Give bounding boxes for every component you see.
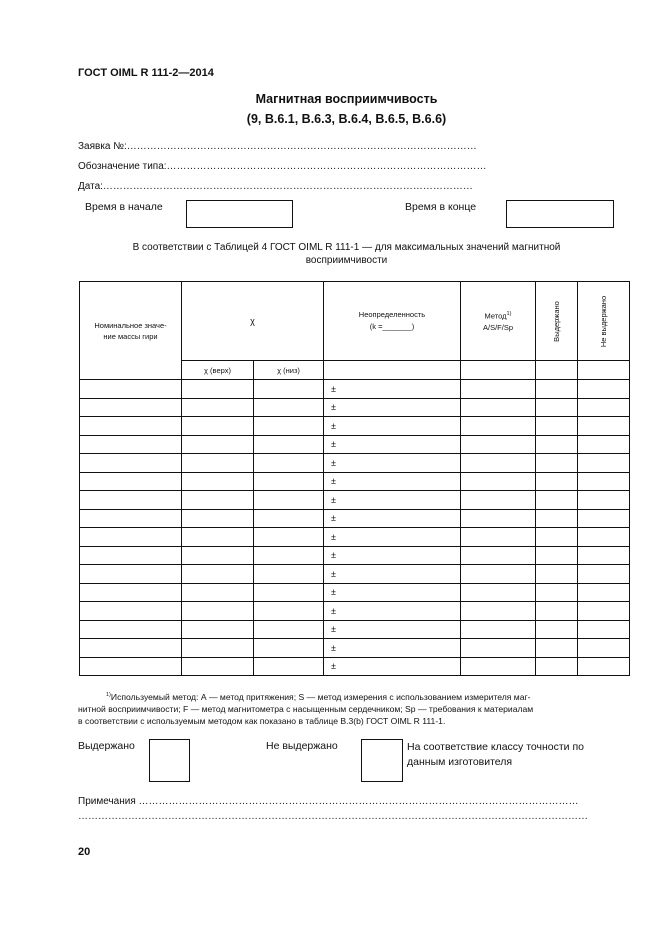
nominal-cell[interactable] — [80, 546, 182, 565]
chi-lower-cell[interactable] — [254, 565, 324, 584]
method-cell[interactable] — [461, 602, 536, 621]
method-codes: A/S/F/Sp — [482, 323, 513, 333]
nominal-cell[interactable] — [80, 509, 182, 528]
date-field[interactable]: Дата:………………………………………………………………………………………………… — [78, 181, 473, 192]
table-row — [80, 528, 630, 547]
uncertainty-cell[interactable]: ± — [324, 417, 461, 436]
table-row — [80, 583, 630, 602]
nominal-cell[interactable] — [80, 583, 182, 602]
nominal-cell[interactable] — [80, 417, 182, 436]
failed-cell[interactable] — [577, 546, 629, 565]
table-row — [80, 565, 630, 584]
chi-lower-cell[interactable] — [254, 528, 324, 547]
uncertainty-cell[interactable]: ± — [324, 454, 461, 473]
chi-lower-cell[interactable] — [254, 583, 324, 602]
passed-cell[interactable] — [536, 435, 578, 454]
failed-checkbox[interactable] — [361, 739, 403, 782]
chi-lower-cell[interactable] — [254, 380, 324, 399]
method-footnote-marker: 1) — [506, 310, 512, 317]
start-time-label: Время в начале — [85, 201, 163, 213]
chi-lower-cell[interactable] — [254, 454, 324, 473]
document-header: ГОСТ OIML R 111-2—2014 — [78, 67, 214, 79]
method-cell[interactable] — [461, 583, 536, 602]
method-cell[interactable] — [461, 620, 536, 639]
uncertainty-cell[interactable]: ± — [324, 639, 461, 658]
remarks-field[interactable]: Примечания …………………………………………………………………………………………………………………… — [78, 796, 579, 807]
chi-upper-cell[interactable] — [182, 583, 254, 602]
chi-upper-cell[interactable] — [182, 639, 254, 658]
uncertainty-cell[interactable]: ± — [324, 435, 461, 454]
chi-lower-cell[interactable] — [254, 657, 324, 676]
method-cell[interactable] — [461, 491, 536, 510]
uncertainty-cell[interactable]: ± — [324, 546, 461, 565]
passed-header-label: Выдержано — [551, 300, 561, 342]
uncertainty-cell[interactable]: ± — [324, 472, 461, 491]
passed-checkbox[interactable] — [149, 739, 190, 782]
passed-cell[interactable] — [536, 565, 578, 584]
form-title: Магнитная восприимчивость — [255, 92, 438, 106]
nominal-mass-header-line1: Номинальное значе- — [94, 320, 167, 330]
table-row — [80, 417, 630, 436]
passed-cell[interactable] — [536, 546, 578, 565]
passed-cell[interactable] — [536, 491, 578, 510]
chi-upper-cell[interactable] — [182, 380, 254, 399]
failed-cell[interactable] — [577, 491, 629, 510]
table-row — [80, 472, 630, 491]
footnote-line3: в соответствии с используемым методом как показано в таблице B.3(b) ГОСТ OIML R 111-1. — [78, 715, 446, 726]
failed-cell[interactable] — [577, 398, 629, 417]
method-cell[interactable] — [461, 417, 536, 436]
table-row — [80, 380, 630, 399]
failed-cell[interactable] — [577, 528, 629, 547]
uncertainty-cell[interactable]: ± — [324, 380, 461, 399]
uncertainty-cell[interactable]: ± — [324, 657, 461, 676]
nominal-cell[interactable] — [80, 565, 182, 584]
failed-cell[interactable] — [577, 472, 629, 491]
end-time-box[interactable] — [506, 200, 614, 228]
failed-header — [577, 282, 629, 361]
method-cell[interactable] — [461, 565, 536, 584]
method-cell[interactable] — [461, 435, 536, 454]
uncertainty-cell[interactable]: ± — [324, 583, 461, 602]
uncertainty-header — [324, 282, 461, 361]
failed-cell[interactable] — [577, 657, 629, 676]
application-field[interactable]: Заявка №:…………………………………………………………………………………………… — [78, 141, 477, 152]
chi-upper-cell[interactable] — [182, 398, 254, 417]
table-row — [80, 546, 630, 565]
nominal-mass-header — [80, 282, 182, 380]
nominal-cell[interactable] — [80, 472, 182, 491]
chi-lower-cell[interactable] — [254, 398, 324, 417]
table-row — [80, 620, 630, 639]
method-header — [461, 282, 536, 361]
table-row — [80, 602, 630, 621]
chi-lower-cell[interactable] — [254, 620, 324, 639]
chi-lower-cell[interactable] — [254, 491, 324, 510]
chi-lower-cell[interactable] — [254, 509, 324, 528]
passed-cell[interactable] — [536, 639, 578, 658]
failed-cell[interactable] — [577, 435, 629, 454]
table-row — [80, 509, 630, 528]
method-cell[interactable] — [461, 509, 536, 528]
table-row — [80, 435, 630, 454]
start-time-box[interactable] — [186, 200, 293, 228]
chi-lower-cell[interactable] — [254, 639, 324, 658]
failed-label: Не выдержано — [266, 740, 338, 752]
table-row — [80, 398, 630, 417]
passed-cell[interactable] — [536, 454, 578, 473]
method-cell[interactable] — [461, 639, 536, 658]
method-cell[interactable] — [461, 657, 536, 676]
page-number: 20 — [78, 846, 91, 858]
chi-upper-cell[interactable] — [182, 491, 254, 510]
chi-upper-cell[interactable] — [182, 472, 254, 491]
uncertainty-subheader — [324, 361, 461, 380]
failed-cell[interactable] — [577, 417, 629, 436]
uncertainty-k-label: (k =_______) — [369, 322, 415, 331]
nominal-mass-header-line2: ние массы гири — [103, 331, 158, 341]
uncertainty-cell[interactable]: ± — [324, 565, 461, 584]
failed-header-label: Не выдержано — [598, 295, 608, 347]
chi-upper-cell[interactable] — [182, 435, 254, 454]
failed-cell[interactable] — [577, 509, 629, 528]
passed-cell[interactable] — [536, 528, 578, 547]
chi-upper-cell[interactable] — [182, 620, 254, 639]
chi-lower-cell[interactable] — [254, 417, 324, 436]
conformity-label — [407, 740, 584, 770]
passed-cell[interactable] — [536, 398, 578, 417]
method-cell[interactable] — [461, 546, 536, 565]
passed-label: Выдержано — [78, 740, 135, 752]
nominal-cell[interactable] — [80, 398, 182, 417]
chi-upper-cell[interactable] — [182, 546, 254, 565]
susceptibility-table — [79, 281, 630, 676]
nominal-cell[interactable] — [80, 491, 182, 510]
footnote-marker: 1) — [106, 692, 111, 698]
chi-upper-cell[interactable] — [182, 509, 254, 528]
chi-upper-header: χ (верх) — [182, 361, 254, 380]
method-cell[interactable] — [461, 454, 536, 473]
method-subheader — [461, 361, 536, 380]
uncertainty-header-label: Неопределенность — [358, 310, 426, 319]
nominal-cell[interactable] — [80, 380, 182, 399]
chi-lower-cell[interactable] — [254, 435, 324, 454]
failed-cell[interactable] — [577, 639, 629, 658]
chi-header: χ — [182, 282, 324, 361]
uncertainty-cell[interactable]: ± — [324, 509, 461, 528]
nominal-cell[interactable] — [80, 602, 182, 621]
end-time-label: Время в конце — [405, 201, 477, 213]
passed-cell[interactable] — [536, 417, 578, 436]
passed-cell[interactable] — [536, 602, 578, 621]
nominal-cell[interactable] — [80, 620, 182, 639]
failed-cell[interactable] — [577, 602, 629, 621]
passed-cell[interactable] — [536, 657, 578, 676]
chi-upper-cell[interactable] — [182, 565, 254, 584]
uncertainty-cell[interactable]: ± — [324, 398, 461, 417]
method-header-label: Метод — [484, 311, 507, 321]
form-subtitle: (9, B.6.1, B.6.3, B.6.4, B.6.5, B.6.6) — [246, 112, 447, 126]
passed-cell[interactable] — [536, 583, 578, 602]
method-cell[interactable] — [461, 528, 536, 547]
failed-cell[interactable] — [577, 583, 629, 602]
nominal-cell[interactable] — [80, 454, 182, 473]
passed-subheader — [536, 361, 578, 380]
chi-lower-header: χ (низ) — [254, 361, 324, 380]
failed-subheader — [577, 361, 629, 380]
reference-note-line2: восприимчивости — [305, 255, 388, 266]
uncertainty-cell[interactable]: ± — [324, 602, 461, 621]
failed-cell[interactable] — [577, 565, 629, 584]
chi-upper-cell[interactable] — [182, 657, 254, 676]
footnote — [78, 689, 615, 727]
footnote-line2: нитной восприимчивости; F — метод магнитометра с насыщенным сердечником; Sp — требования к материалам — [78, 703, 534, 714]
passed-cell[interactable] — [536, 472, 578, 491]
type-designation-field[interactable]: Обозначение типа:…………………………………………………………………………………… — [78, 161, 487, 172]
method-cell[interactable] — [461, 472, 536, 491]
chi-lower-cell[interactable] — [254, 546, 324, 565]
table-row — [80, 657, 630, 676]
method-cell[interactable] — [461, 398, 536, 417]
uncertainty-cell[interactable]: ± — [324, 491, 461, 510]
table-row — [80, 639, 630, 658]
chi-upper-cell[interactable] — [182, 602, 254, 621]
table-row — [80, 454, 630, 473]
conformity-line2: данным изготовителя — [407, 756, 513, 768]
passed-header — [536, 282, 578, 361]
uncertainty-cell[interactable]: ± — [324, 620, 461, 639]
reference-note-line1: В соответствии с Таблицей 4 ГОСТ OIML R 111-1 — для максимальных значений магнитной — [132, 242, 561, 253]
chi-upper-cell[interactable] — [182, 528, 254, 547]
nominal-cell[interactable] — [80, 528, 182, 547]
chi-lower-cell[interactable] — [254, 472, 324, 491]
nominal-cell[interactable] — [80, 657, 182, 676]
failed-cell[interactable] — [577, 620, 629, 639]
passed-cell[interactable] — [536, 509, 578, 528]
chi-lower-cell[interactable] — [254, 602, 324, 621]
nominal-cell[interactable] — [80, 639, 182, 658]
remarks-line2[interactable]: ……………………………………………………………………………………………………………………………………… — [78, 811, 588, 822]
chi-upper-cell[interactable] — [182, 454, 254, 473]
failed-cell[interactable] — [577, 454, 629, 473]
method-cell[interactable] — [461, 380, 536, 399]
conformity-line1: На соответствие классу точности по — [407, 741, 584, 753]
passed-cell[interactable] — [536, 620, 578, 639]
failed-cell[interactable] — [577, 380, 629, 399]
passed-cell[interactable] — [536, 380, 578, 399]
nominal-cell[interactable] — [80, 435, 182, 454]
table-row — [80, 491, 630, 510]
footnote-line1: Используемый метод: А — метод притяжения; S — метод измерения с использованием измерителя маг- — [110, 691, 531, 702]
uncertainty-cell[interactable]: ± — [324, 528, 461, 547]
chi-upper-cell[interactable] — [182, 417, 254, 436]
